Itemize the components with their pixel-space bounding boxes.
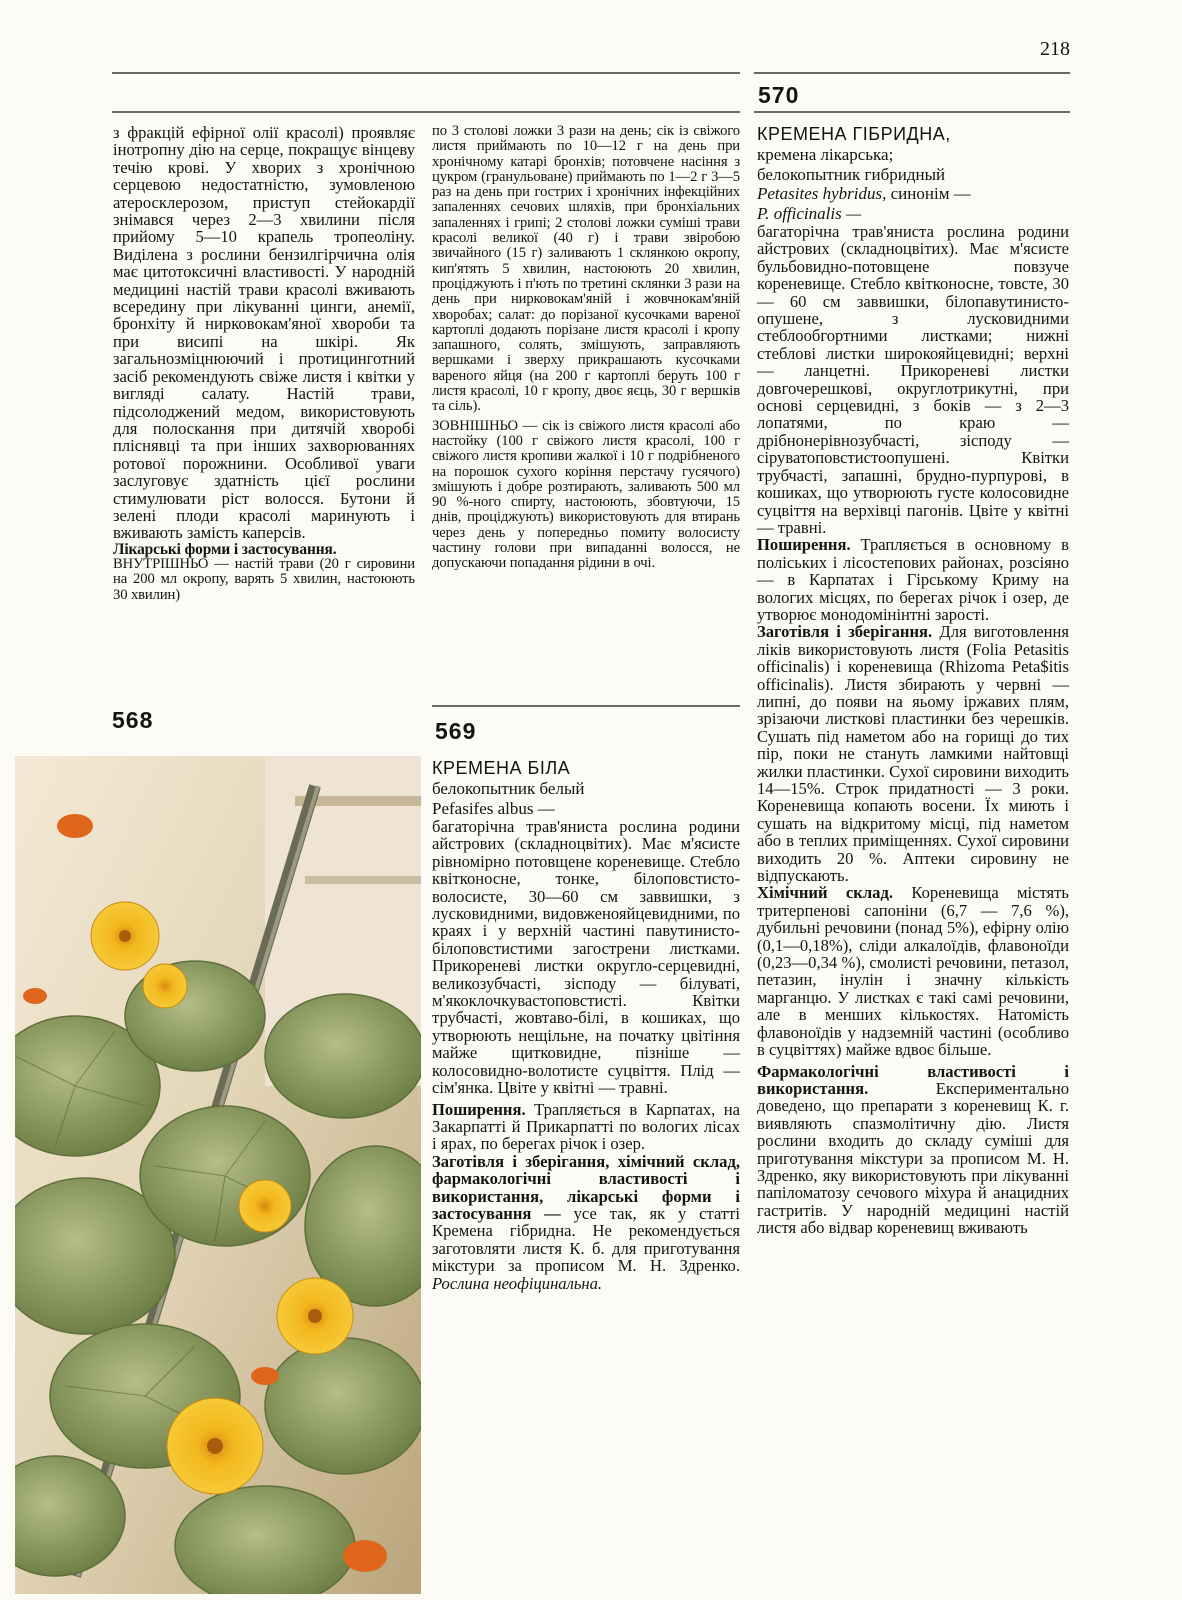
entry-570-spread: Поширення. Трапляється в основному в поліських і лісостепових районах, розсіяно — в Карпатах і Гірському Криму на вологих місцях, по берегах річок і озер, де утворює монодомінінтні зарості. xyxy=(757,535,1069,624)
entry-569-alt-name: белокопытник белый xyxy=(432,779,585,798)
entry-569-latin: Pefasifes albus — xyxy=(432,798,555,818)
column-2 xyxy=(432,124,740,572)
entry-568-text: з фракцій ефірної олії красолі) проявляє інотропну дію на серце, покращує вінцеву течію крові. У хворих з хронічною серцевою недостатністю, зумовленою атеросклерозом, приступ стейокардії знімався через 2—3 хвилини після прийому 5—10 крапель тропеоліну. Виділена з рослини бензилгірчична олія має цитотоксичні властивості. У народній медицині настій трави красолі вживають всередину при лікуванні цинги, анемії, бронхіту й нирковокам'яної хвороби та при висипі на шкірі. Як загальнозміцнюючий і протицинготний засіб рекомендують свіже листя і квітки у вигляді салату. Настій трави, підсолоджений медом, використовують для полоскання при дитячій хворобі пліснявці та при інших захворюваннях ротової порожнини. Особливої уваги заслуговує здатність цієї рослини стимулювати ріст волосся. Бутони й зелені плоди красолі маринують і вживають замість каперсів. xyxy=(113,123,415,543)
unofficial-note: Рослина неофіцинальна. xyxy=(432,1273,603,1293)
internal-use-continued: по 3 столові ложки 3 рази на день; сік із свіжого листя приймають по 10—12 г на день при хронічному катарі бронхів; потовчене насіння з цукром (гранульоване) приймають по 1—2 г 3—5 раз на день при гострих і хронічних інфекційних запаленнях сечових шляхів, при бронхіальних запаленнях і грипі; 2 столові ложки суміші трави красолі великої (40 г) і трави звіробою звичайного (15 г) заливають 1 склянкою окропу, кип'ятять 5 хвилин, настоюють 20 хвилин, проціджують і п'ють по третині склянки 3 рази на день при нирковокам'яній і жовчнокам'яній хворобах; салат: до порізаної кусочками вареної картоплі додають порізане листя красолі і кропу запашного, солять, змішують, заправляють вершками і зверху прикрашають кусочками вареного яйця (на 200 г картоплі беруть 100 г листя красолі, 10 г кропу, двоє яєць, 30 г вершків та сіль). xyxy=(432,123,740,415)
entry-570-pharmacology: Фармакологічні властивості і використання. Експериментально доведено, що препарати з кореневищ К. г. виявляють спазмолітичну дію. Листя рослини входить до складу суміші для приготування мікстури за прописом М. Н. Здренко, яку використовують при лікуванні папіломатозу сечового міхура й анацидних гастритів. У народній медицині настій листя або відвар кореневищ вживають xyxy=(757,1061,1069,1238)
entry-number-570: 570 xyxy=(758,82,800,108)
photo-nasturtium xyxy=(15,756,421,1594)
preparation-heading-570: Заготівля і зберігання. xyxy=(757,622,933,642)
entry-570-latin-synonym: P. officinalis — xyxy=(757,203,862,223)
rule-before-569 xyxy=(432,705,740,707)
entry-570-preparation: Заготівля і зберігання. Для виготовлення ліків використовують листя (Folia Petasitis officinalis) і кореневища (Rhizoma Peta$itis officinalis). Листя збирають у червні — липні, до появи на яьому іржавих плям, зрізаючи листкові пластинки без черешків. Сушать під наметом або на горищі до тих пір, поки не стануть ламкими найтовщі жилки пластинки. Сухої сировини виходить 14—15%. Строк придатності — 3 роки. Кореневища копають восени. Їх миють і сушать на відкритому місці, під наметом або в теплих приміщеннях. Сухої сировини виходить 20 %. Аптеки сировину не відпускають. xyxy=(757,622,1070,886)
second-rule-right xyxy=(754,111,1070,113)
entry-number-568: 568 xyxy=(112,707,154,733)
pharmacology-heading: Фармакологічні властивості і використання. xyxy=(757,1061,1069,1098)
entry-569-spread: Поширення. Трапляється в Карпатах, на Закарпатті й Прикарпатті по вологих лісах і ярах, по берегах річок і озер. xyxy=(432,1099,741,1154)
internal-use-text: ВНУТРІШНЬО — настій трави (20 г сировини на 200 мл окропу, варять 5 хвилин, настоюють 30 хвилин) xyxy=(113,556,415,603)
entry-570-title: КРЕМЕНА ГІБРИДНА, xyxy=(757,124,951,144)
preparation-heading: Заготівля і зберігання, хімічний склад, фармакологічні властивості і використання, лікарські форми і застосування — xyxy=(432,1151,740,1223)
entry-570-latin: Petasites hybridus, синонім — xyxy=(757,184,971,203)
page-number: 218 xyxy=(1040,38,1070,60)
entry-569-description: багаторічна трав'яниста рослина родини айстрових (складноцвітих). Має м'ясисте рівномірно потовщене кореневище. Стебло квітконосне, тонке, білоповстисто-волосисте, 30—60 см заввишки, з лусковидними, видовженояйцевидними, по краях і у верхній частині павутинисто-білоповстистими загострени листками. Прикореневі листки округло-серцевидні, великозубчасті, зісподу — білуваті, м'якоклочкувастоповстисті. Квітки трубчасті, жовтаво-білі, в кошиках, що утворюють нещільне, на початку цвітіння майже щитковидне, пізніше — колосовидно-волотисте суцвіття. Плід — сім'янка. Цвіте у квітні — травні. xyxy=(432,817,740,1098)
forms-heading: Лікарські форми і застосування. xyxy=(113,540,337,558)
entry-570-alt-name-2: белокопытник гибридный xyxy=(757,164,946,184)
top-rule-left xyxy=(112,72,740,74)
entry-number-569: 569 xyxy=(435,718,477,744)
entry-570-chemistry: Хімічний склад. Кореневища містять тритерпенові сапоніни (6,7 — 7,6 %), дубильні речовини (понад 5%), ефірну олію (0,1—0,18%), сліди алкалоїдів, флавоноїди (0,23—0,34 %), смолисті речовини, петазол, петазин, інулін і значну кількість марганцю. У листках є такі самі речовини, але в менших кількостях. Натомість флавоноїдів у надземній частині (особливо в суцвіттях) майже вдвоє більше. xyxy=(757,883,1070,1060)
nasturtium-illustration xyxy=(15,756,421,1594)
entry-569-preparation: Заготівля і зберігання, хімічний склад, фармакологічні властивості і використання, лікарські форми і застосування — усе так, як у статті Кремена гібридна. Не рекомендується заготовляти листя К. б. для приготування мікстури за прописом М. Н. Здренко. Рослина неофіцинальна. xyxy=(432,1151,740,1293)
entry-569 xyxy=(432,758,740,1292)
entry-569-title: КРЕМЕНА БІЛА xyxy=(432,758,571,778)
column-1 xyxy=(113,124,415,603)
spread-heading-570: Поширення. xyxy=(757,535,851,555)
entry-570 xyxy=(757,124,1069,1237)
entry-570-alt-name-1: кремена лікарська; xyxy=(757,145,894,164)
top-rule-right xyxy=(754,72,1070,74)
second-rule-left xyxy=(112,111,740,113)
external-use-text: ЗОВНІШНЬО — сік із свіжого листя красолі або настойку (100 г свіжого листя красолі, 100 г свіжого листя кропиви жалкої і 10 г подрібненого на порошок сухого коріння перстачу гусячого) змішують і добре розтирають, заливають 500 мл 90 %-ного спирту, настоюють, збовтуючи, 15 днів, проціджують) використовують для втирань через день у попередньо помиту волосисту частину голови при випаданні волосся, не допускаючи попадання рідини в очі. xyxy=(432,417,740,572)
spread-heading: Поширення. xyxy=(432,1099,526,1119)
entry-570-description: багаторічна трав'яниста рослина родини айстрових (складноцвітих). Має м'ясисте бульбовидно-потовщене повзуче кореневище. Стебло квітконосне, товсте, 30 — 60 см заввишки, білопавутинисто-опушене, з лусковидними стеблообгортними листками; нижні стеблові листки широкояйцевидні; верхні — ланцетні. Прикореневі листки довгочерешкові, округлотрикутні, при основі серцевидні, з боків — з 2—3 лопатями, по краю — дрібнонерівнозубчасті, зісподу — сіруватоповстистоопушені. Квітки трубчасті, запашні, брудно-пурпурові, в кошиках, що утворюють густе колосовидне суцвіття на верхівці пагонів. Цвіте у квітні — травні. xyxy=(757,222,1069,537)
chemistry-heading: Хімічний склад. xyxy=(757,883,893,903)
